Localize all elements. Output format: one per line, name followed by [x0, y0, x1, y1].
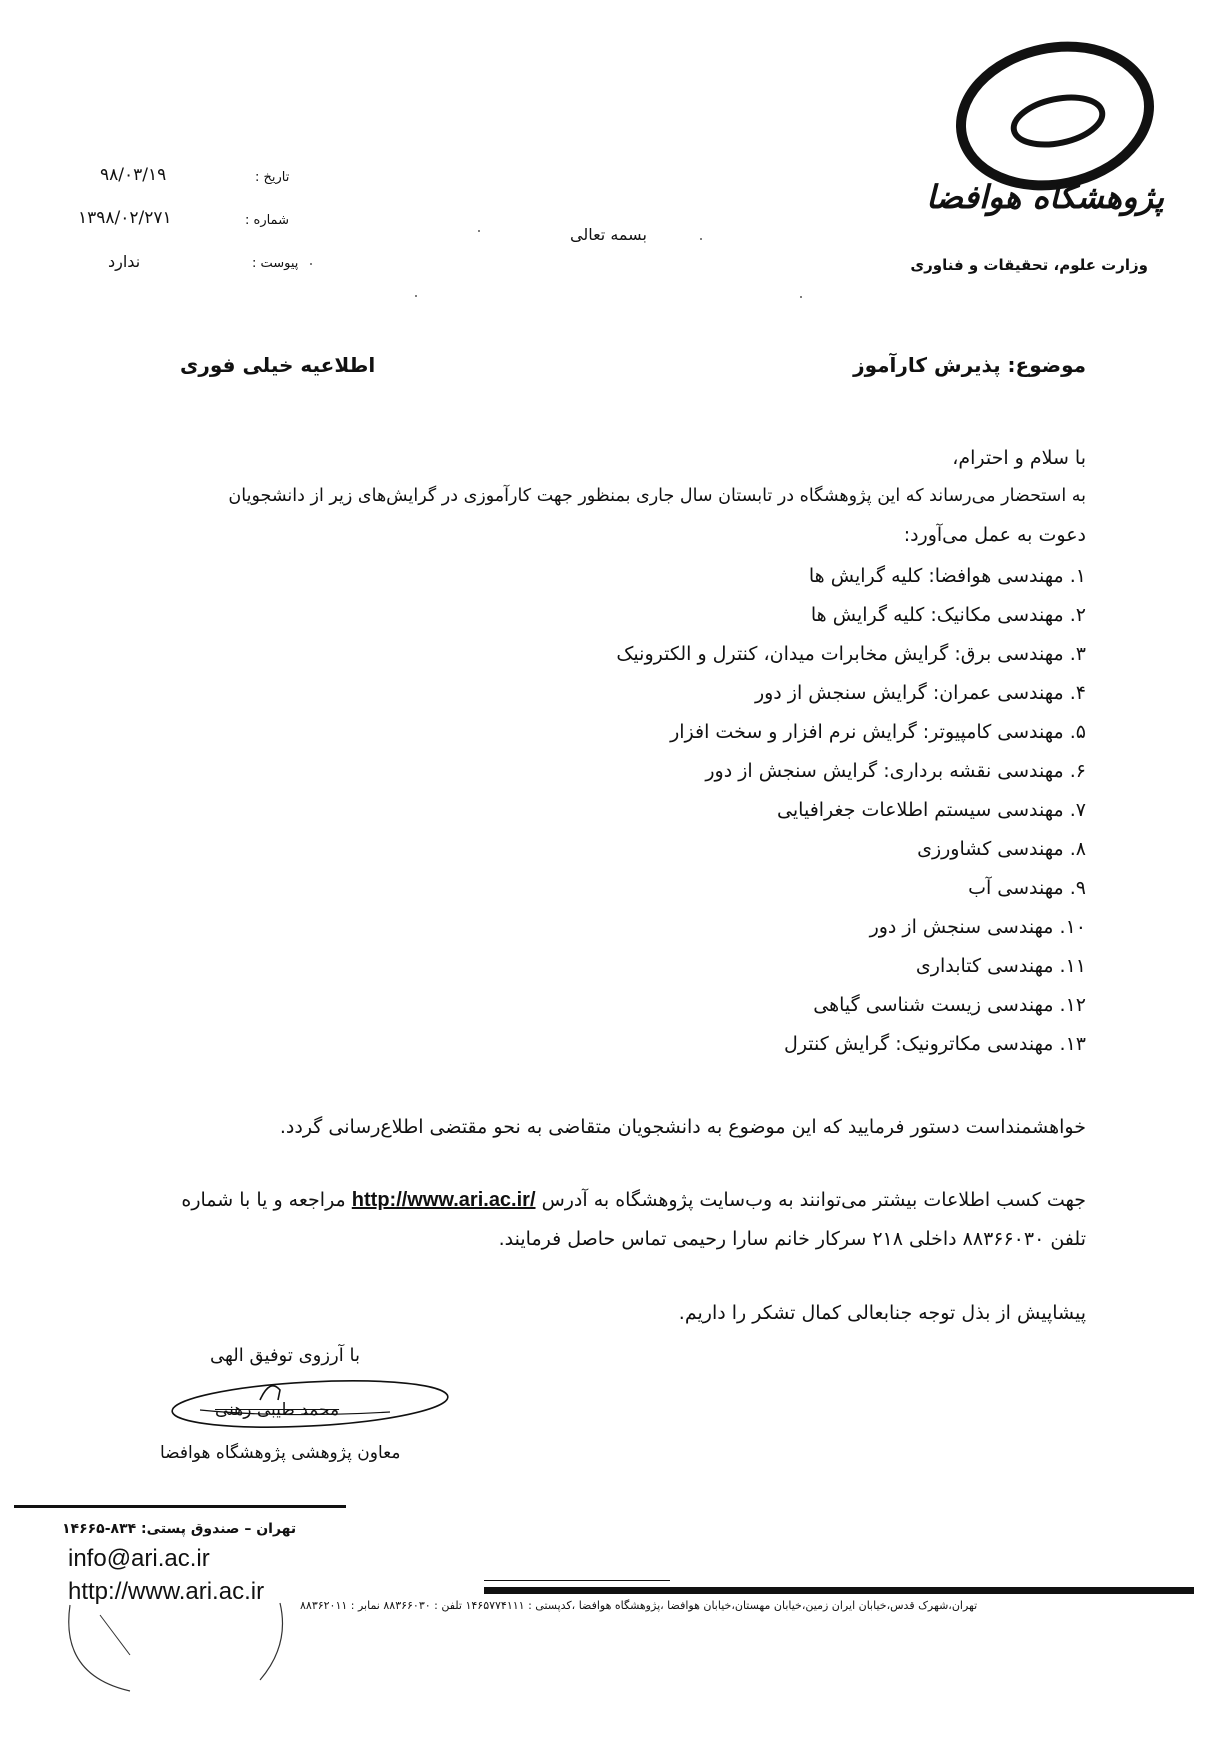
list-item: ۳. مهندسی برق: گرایش مخابرات میدان، کنترل و الکترونیک — [616, 643, 1086, 665]
footer-pobox: تهران – صندوق پستی: ۸۳۴-۱۴۶۶۵ — [62, 1521, 297, 1537]
footer-divider-left — [14, 1505, 346, 1508]
date-label: تاریخ : — [255, 170, 290, 185]
list-item: ۵. مهندسی کامپیوتر: گرایش نرم افزار و سخت افزار — [670, 721, 1086, 743]
list-item: ۱۰. مهندسی سنجش از دور — [869, 916, 1086, 938]
list-item: ۷. مهندسی سیستم اطلاعات جغرافیایی — [777, 799, 1086, 821]
intro-line-2: دعوت به عمل می‌آورد: — [903, 524, 1086, 546]
info-line-1 — [181, 1189, 1086, 1212]
list-item: ۴. مهندسی عمران: گرایش سنجش از دور — [754, 682, 1086, 704]
urgent-notice: اطلاعیه خیلی فوری — [180, 353, 376, 377]
list-item: ۲. مهندسی مکانیک: کلیه گرایش ها — [810, 604, 1086, 626]
request-paragraph: خواهشمنداست دستور فرمایید که این موضوع به دانشجویان متقاضی به نحو مقتضی اطلاع‌رسانی گردد. — [279, 1116, 1086, 1138]
signatory-name: محمد طیبی رهنی — [215, 1400, 340, 1420]
list-item: ۱۲. مهندسی زیست شناسی گیاهی — [813, 994, 1086, 1016]
list-item: ۱۳. مهندسی مکاترونیک: گرایش کنترل — [784, 1033, 1086, 1055]
list-item: ۸. مهندسی کشاورزی — [917, 838, 1086, 860]
signatory-title: معاون پژوهشی پژوهشگاه هوافضا — [160, 1443, 401, 1463]
subject: موضوع: پذیرش کارآموز — [853, 353, 1086, 377]
date-value: ۹۸/۰۳/۱۹ — [100, 165, 167, 185]
list-item: ۱. مهندسی هوافضا: کلیه گرایش ها — [808, 565, 1086, 587]
number-label: شماره : — [245, 213, 289, 228]
footer-email: info@ari.ac.ir — [68, 1545, 210, 1572]
footer-address: تهران،شهرک قدس،خیابان ایران زمین،خیابان مهستان،خیابان هوافضا ،پژوهشگاه هوافضا ،کدپستی : ۱۴۶۵۷۷۴۱۱۱ تلفن : ۸۸۳۶۶۰۳۰ نمابر : ۸۸۳۶۲۰۱۱ — [300, 1599, 978, 1612]
ministry-name: وزارت علوم، تحقیقات و فناوری — [910, 256, 1148, 274]
stamp-curve-icon — [60, 1595, 300, 1705]
list-item: ۹. مهندسی آب — [968, 877, 1086, 899]
list-item: ۶. مهندسی نقشه برداری: گرایش سنجش از دور — [705, 760, 1086, 782]
number-value: ۱۳۹۸/۰۲/۲۷۱ — [78, 208, 172, 228]
footer-website: http://www.ari.ac.ir — [68, 1578, 265, 1605]
footer-divider-right-thin — [484, 1580, 670, 1581]
list-item: ۱۱. مهندسی کتابداری — [915, 955, 1086, 977]
attachment-value: ندارد — [108, 252, 141, 271]
footer-stamp-outline — [60, 1595, 300, 1705]
info-line-2: تلفن ۸۸۳۶۶۰۳۰ داخلی ۲۱۸ سرکار خانم سارا رحیمی تماس حاصل فرمایند. — [498, 1228, 1086, 1250]
organization-name: پژوهشگاه هوافضا — [926, 178, 1164, 216]
greeting: با سلام و احترام، — [952, 447, 1086, 469]
attachment-label: پیوست : — [252, 256, 299, 271]
bismillah: بسمه تعالی — [570, 225, 647, 244]
thanks-line: پیشاپیش از بذل توجه جنابعالی کمال تشکر را داریم. — [678, 1302, 1086, 1324]
closing: با آرزوی توفیق الهی — [210, 1345, 360, 1366]
info-text-post: مراجعه و یا با شماره — [181, 1189, 346, 1211]
website-link[interactable]: http://www.ari.ac.ir/ — [351, 1189, 536, 1211]
footer-divider-right — [484, 1587, 1194, 1594]
intro-line-1: به استحضار می‌رساند که این پژوهشگاه در تابستان سال جاری بمنظور جهت کارآموزی در گرایش‌های زیر از دانشجویان — [228, 486, 1086, 506]
info-text-pre: جهت کسب اطلاعات بیشتر می‌توانند به وب‌سایت پژوهشگاه به آدرس — [541, 1189, 1086, 1211]
